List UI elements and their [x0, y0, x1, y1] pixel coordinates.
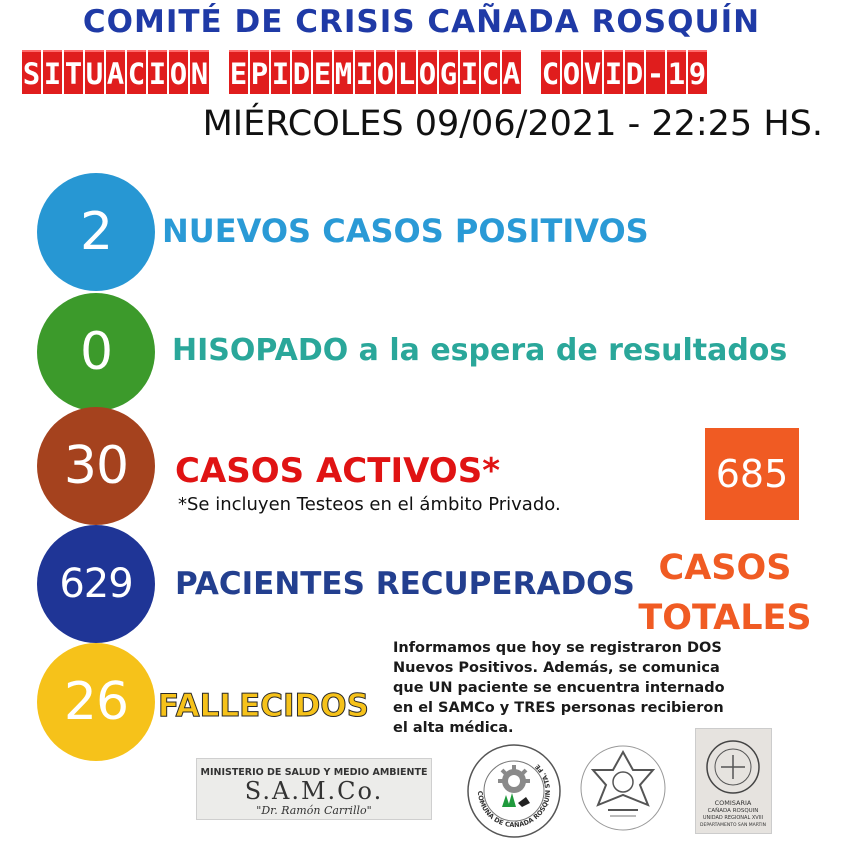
banner-letter-tile: 9: [688, 50, 707, 94]
active-cases-label: CASOS ACTIVOS*: [175, 451, 500, 491]
banner-letter-tile: A: [106, 50, 125, 94]
banner-letter-tile: 1: [667, 50, 686, 94]
banner-letter-tile: O: [376, 50, 395, 94]
report-date: MIÉRCOLES 09/06/2021 - 22:25 HS.: [202, 104, 823, 144]
banner-letter-tile: E: [229, 50, 248, 94]
active-cases-note: *Se incluyen Testeos en el ámbito Privado.: [178, 494, 561, 515]
banner-letter-tile: G: [439, 50, 458, 94]
samco-logo: [196, 758, 432, 820]
banner-letter-tile: D: [292, 50, 311, 94]
banner-letter-tile: O: [418, 50, 437, 94]
banner-letter-tile: O: [562, 50, 581, 94]
banner-letter-tile: L: [397, 50, 416, 94]
info-line: que UN paciente se encuentra internado: [393, 680, 725, 696]
samco-name: S.A.M.Co.: [244, 777, 384, 805]
comuna-seal-text: COMUNA DE CAÑADA ROSQUIN STA. FE: [475, 762, 553, 830]
situation-banner: [22, 50, 707, 94]
bomberos-seal-icon: [578, 740, 668, 836]
pending-swabs-count: 0: [37, 293, 155, 411]
info-line: Nuevos Positivos. Además, se comunica: [393, 660, 720, 676]
banner-letter-tile: C: [481, 50, 500, 94]
info-line: el alta médica.: [393, 720, 514, 736]
banner-letter-tile: I: [604, 50, 623, 94]
police-seal-line3: UNIDAD REGIONAL XVIII: [702, 815, 764, 821]
recovered-count: 629: [37, 525, 155, 643]
samco-ministry: MINISTERIO DE SALUD Y MEDIO AMBIENTE: [200, 767, 428, 778]
police-seal: [695, 728, 772, 834]
active-cases-count: 30: [37, 407, 155, 525]
new-cases-label: NUEVOS CASOS POSITIVOS: [162, 212, 649, 250]
banner-letter-tile: A: [502, 50, 521, 94]
police-seal-icon: [696, 729, 771, 833]
banner-letter-tile: I: [271, 50, 290, 94]
banner-letter-tile: D: [625, 50, 644, 94]
banner-letter-tile: I: [43, 50, 62, 94]
banner-letter-tile: [523, 50, 539, 94]
info-line: Informamos que hoy se registraron DOS: [393, 640, 722, 656]
banner-letter-tile: -: [646, 50, 665, 94]
banner-letter-tile: [211, 50, 227, 94]
banner-letter-tile: S: [22, 50, 41, 94]
deceased-label: FALLECIDOS: [158, 688, 369, 724]
banner-letter-tile: I: [355, 50, 374, 94]
comuna-seal-icon: [466, 743, 562, 839]
banner-letter-tile: N: [190, 50, 209, 94]
samco-doctor: "Dr. Ramón Carrillo": [256, 804, 372, 817]
deceased-count: 26: [37, 643, 155, 761]
banner-letter-tile: O: [169, 50, 188, 94]
pending-swabs-label: HISOPADO a la espera de resultados: [172, 333, 788, 368]
police-seal-line4: DEPARTAMENTO SAN MARTIN: [700, 823, 766, 828]
banner-letter-tile: U: [85, 50, 104, 94]
banner-letter-tile: I: [148, 50, 167, 94]
new-cases-count: 2: [37, 173, 155, 291]
total-cases-count: 685: [705, 428, 799, 520]
banner-letter-tile: I: [460, 50, 479, 94]
info-line: en el SAMCo y TRES personas recibieron: [393, 700, 724, 716]
total-cases-label: [625, 543, 825, 643]
info-paragraph: [393, 638, 813, 738]
banner-letter-tile: V: [583, 50, 602, 94]
banner-letter-tile: C: [127, 50, 146, 94]
banner-letter-tile: C: [541, 50, 560, 94]
committee-title: COMITÉ DE CRISIS CAÑADA ROSQUÍN: [82, 4, 761, 40]
banner-letter-tile: P: [250, 50, 269, 94]
police-seal-line1: COMISARIA: [714, 799, 752, 807]
recovered-label: PACIENTES RECUPERADOS: [175, 566, 635, 602]
police-seal-line2: CAÑADA ROSQUIN: [707, 808, 759, 814]
banner-letter-tile: M: [334, 50, 353, 94]
banner-letter-tile: T: [64, 50, 83, 94]
total-cases-label-line2: TOTALES: [638, 598, 812, 638]
total-cases-label-line1: CASOS: [658, 548, 792, 588]
banner-letter-tile: E: [313, 50, 332, 94]
